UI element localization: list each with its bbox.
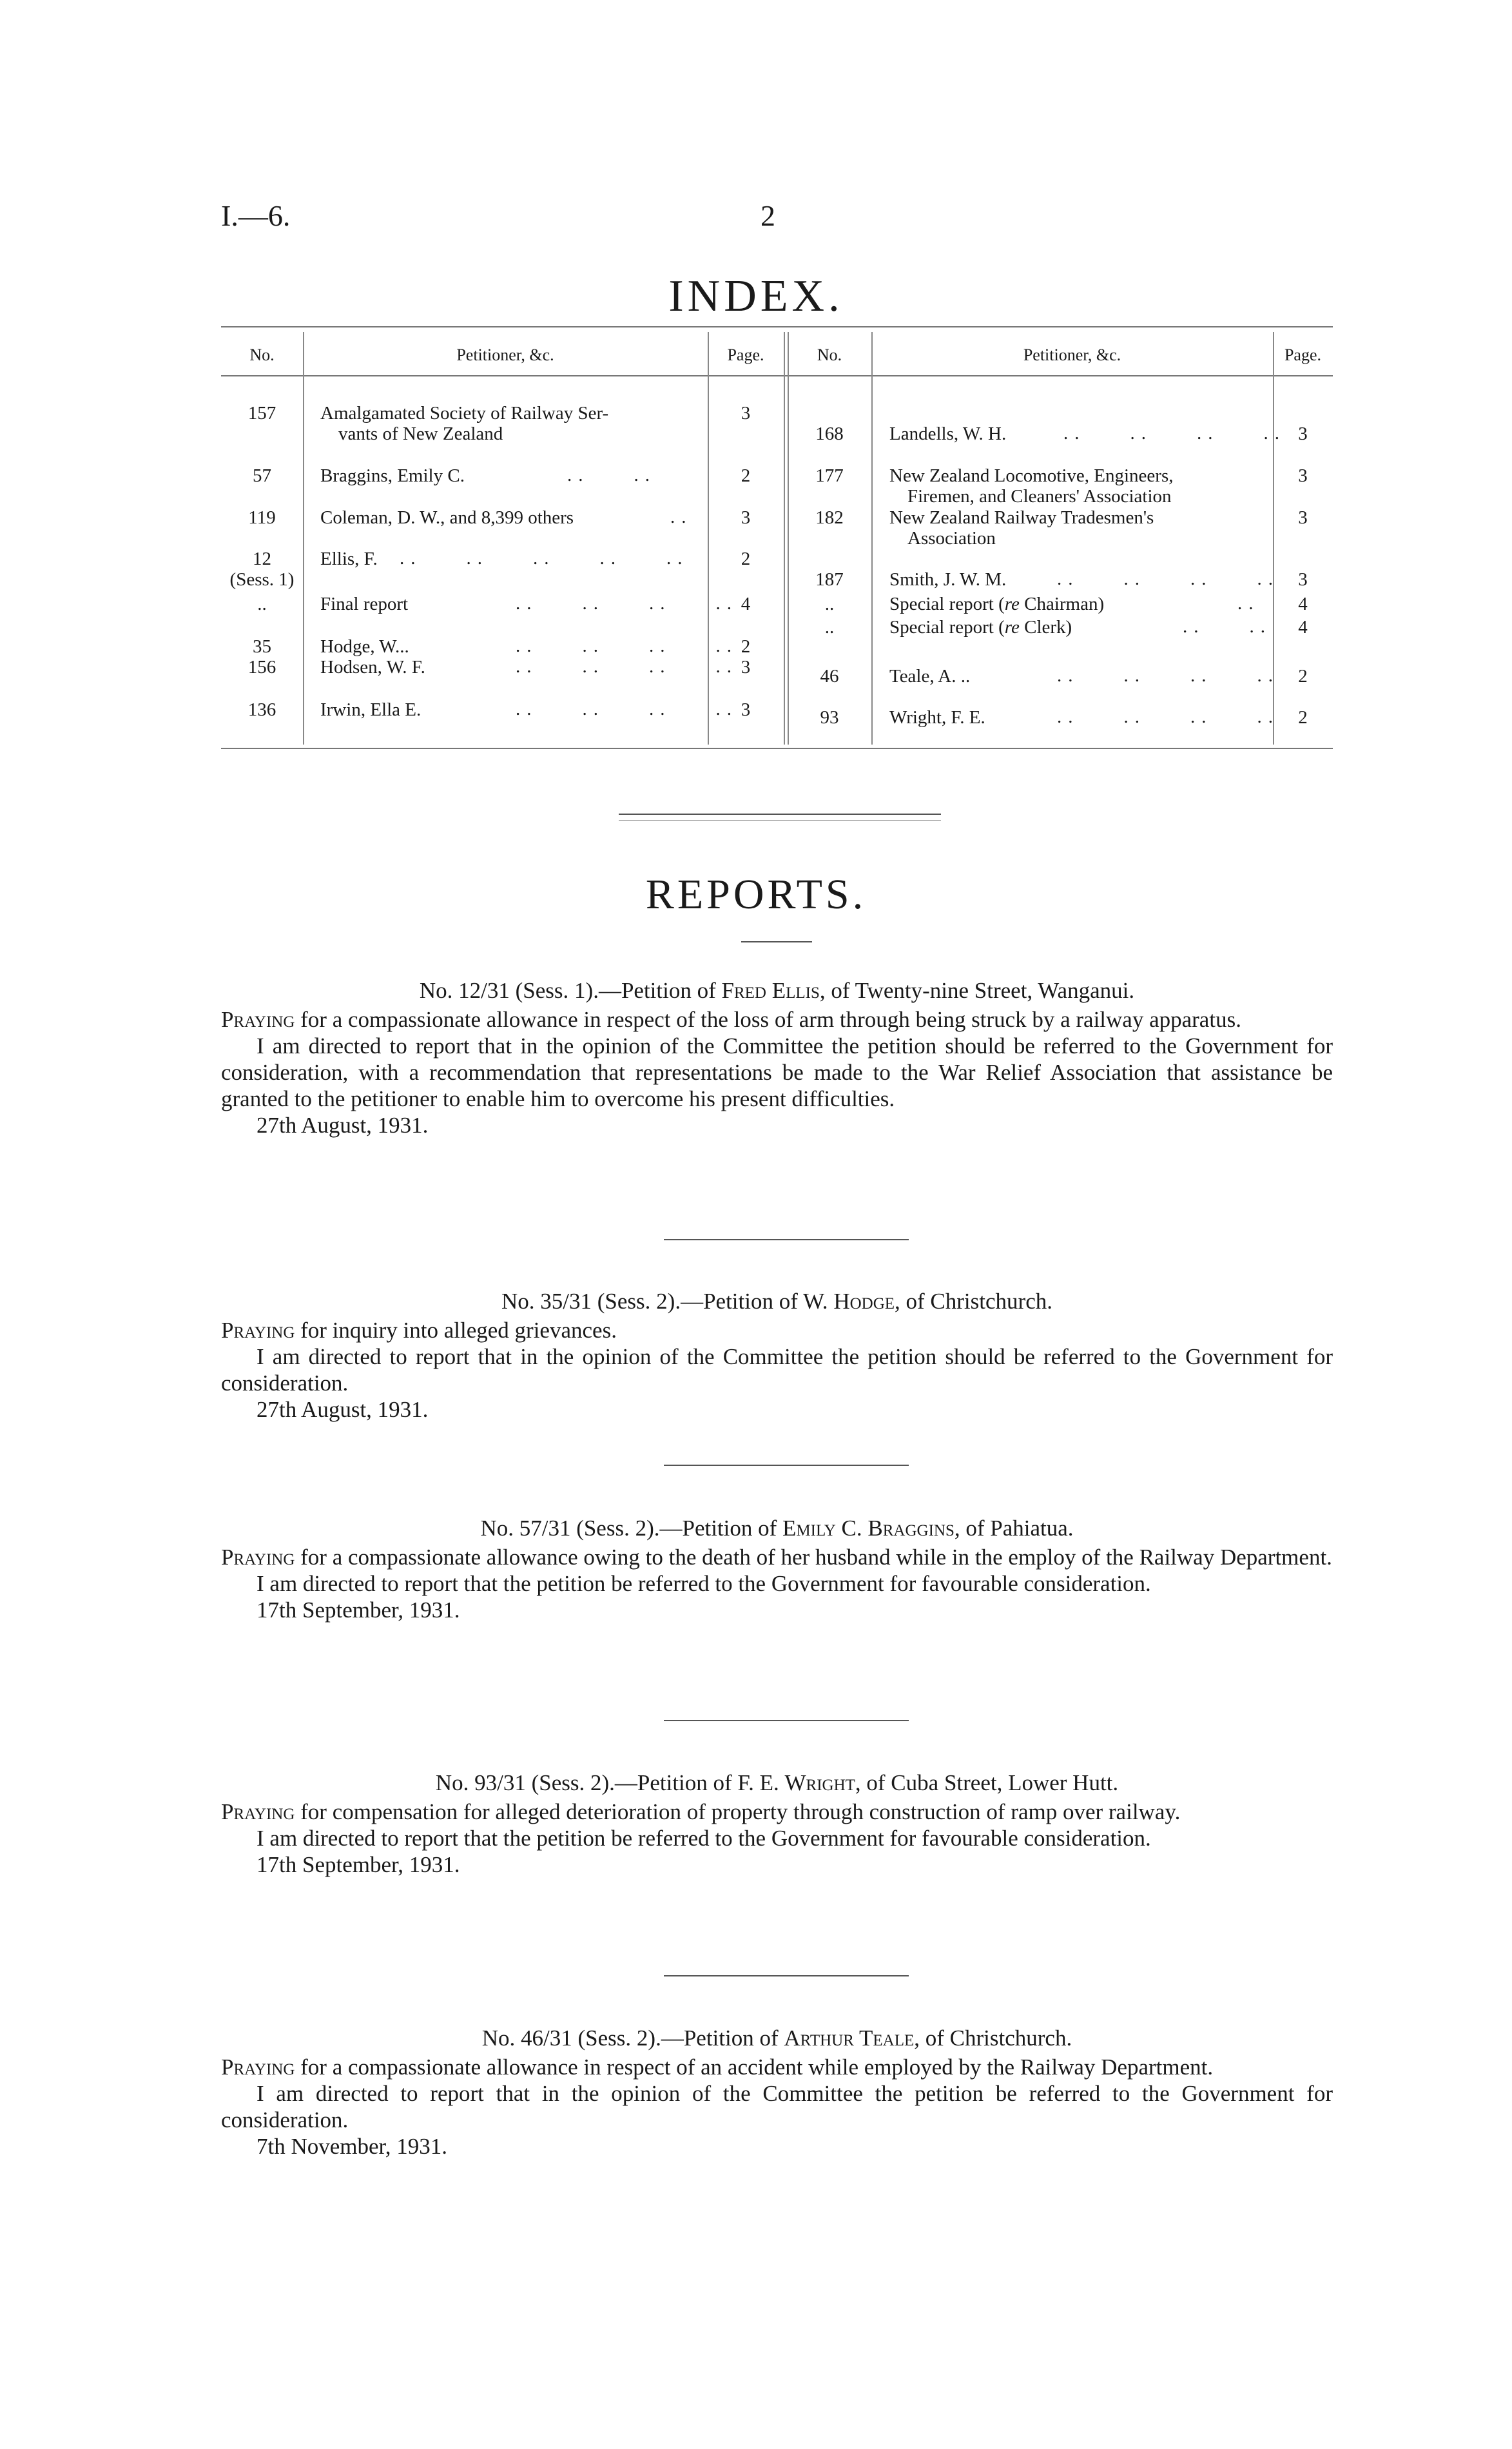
row-petitioner: Hodge, W... — [320, 636, 409, 657]
row-petitioner: New Zealand Locomotive, Engineers, — [889, 465, 1174, 486]
report-praying: Praying for compensation for alleged deterioration of property through construction of ramp over railway. — [221, 1799, 1181, 1824]
row-petitioner: Teale, A. .. — [889, 666, 971, 687]
row-no: .. — [824, 594, 835, 614]
report-divider — [664, 1465, 909, 1466]
row-petitioner: Special report (re Chairman) — [889, 594, 1105, 614]
col-header-page: Page. — [727, 346, 764, 364]
leader-dots: .. .. .. .. .. — [400, 548, 689, 569]
report-date: 27th August, 1931. — [257, 1397, 429, 1422]
row-page: 2 — [741, 636, 751, 657]
row-no: 57 — [253, 465, 271, 486]
report-date: 7th November, 1931. — [257, 2134, 448, 2159]
leader-dots: .. — [670, 507, 693, 527]
row-page: 4 — [741, 594, 751, 614]
row-page: 3 — [1298, 424, 1308, 444]
section-divider — [619, 814, 941, 815]
row-no: 156 — [247, 657, 276, 678]
row-no: .. — [824, 617, 835, 638]
leader-dots: .. .. .. .. — [1057, 707, 1279, 727]
row-page: 3 — [741, 657, 751, 678]
table-bottom-rule — [221, 748, 1333, 749]
table-header-rule — [221, 375, 1333, 376]
row-no: 187 — [815, 569, 844, 590]
page-number: 2 — [761, 199, 775, 232]
col-divider — [871, 332, 873, 745]
row-petitioner: Coleman, D. W., and 8,399 others — [320, 507, 574, 528]
row-petitioner: New Zealand Railway Tradesmen's — [889, 507, 1154, 528]
leader-dots: .. .. — [1183, 616, 1272, 637]
report-body: I am directed to report that the petition be referred to the Government for favourable consideration. — [257, 1571, 1151, 1596]
col-header-no: No. — [817, 346, 842, 364]
report-body: I am directed to report that in the opinion of the Committee the petition be referred to the Government for consideration. — [221, 2081, 1333, 2132]
row-petitioner: Smith, J. W. M. — [889, 569, 1007, 590]
report-date: 17th September, 1931. — [257, 1597, 460, 1623]
report-praying: Praying for inquiry into alleged grievances. — [221, 1318, 617, 1343]
leader-dots: .. .. .. .. — [516, 656, 738, 677]
report-heading: No. 46/31 (Sess. 2).—Petition of Arthur Teale, of Christchurch. — [481, 2025, 1072, 2051]
row-petitioner: Wright, F. E. — [889, 707, 985, 728]
reports-title: REPORTS. — [645, 871, 867, 918]
col-header-page: Page. — [1284, 346, 1322, 364]
report-body: I am directed to report that in the opinion of the Committee the petition should be referred to the Government for consideration. — [221, 1344, 1333, 1396]
report-praying: Praying for a compassionate allowance owing to the death of her husband while in the employ of the Railway Department. — [221, 1545, 1332, 1570]
row-petitioner: Firemen, and Cleaners' Association — [907, 486, 1172, 507]
row-no: 35 — [253, 636, 271, 657]
row-page: 2 — [1298, 666, 1308, 687]
report-entry — [221, 1288, 1333, 1423]
row-petitioner: Braggins, Emily C. — [320, 465, 465, 486]
report-entry — [221, 1515, 1333, 1623]
report-divider — [664, 1720, 909, 1721]
section-divider — [619, 820, 941, 821]
row-no-session: (Sess. 1) — [229, 569, 295, 590]
row-no: 182 — [815, 507, 844, 528]
report-entry — [221, 2025, 1333, 2160]
leader-dots: .. .. .. .. — [1063, 423, 1286, 444]
leader-dots: .. .. — [567, 465, 656, 485]
table-top-rule — [221, 326, 1333, 327]
row-page: 3 — [1298, 507, 1308, 528]
leader-dots: .. .. .. .. — [516, 699, 738, 719]
report-entry — [221, 977, 1333, 1138]
row-no: 12 — [253, 549, 271, 569]
report-date: 17th September, 1931. — [257, 1852, 460, 1877]
row-page: 4 — [1298, 617, 1308, 638]
report-body: I am directed to report that the petition be referred to the Government for favourable consideration. — [257, 1826, 1151, 1851]
row-page: 3 — [741, 507, 751, 528]
report-heading: No. 35/31 (Sess. 2).—Petition of W. Hodge, of Christchurch. — [501, 1289, 1052, 1314]
row-no: 119 — [248, 507, 276, 528]
report-praying: Praying for a compassionate allowance in respect of an accident while employed by the Railway Department. — [221, 2054, 1214, 2080]
report-date: 27th August, 1931. — [257, 1113, 429, 1138]
row-page: 3 — [1298, 465, 1308, 486]
col-divider — [708, 332, 709, 745]
report-divider — [664, 1975, 909, 1976]
row-petitioner: Hodsen, W. F. — [320, 657, 425, 678]
row-no: 46 — [820, 666, 839, 687]
title-underline — [741, 941, 812, 942]
row-no: .. — [257, 594, 267, 614]
row-page: 4 — [1298, 594, 1308, 614]
row-petitioner: Irwin, Ella E. — [320, 699, 422, 720]
row-petitioner: Final report — [320, 594, 409, 614]
row-petitioner: Landells, W. H. — [889, 424, 1007, 444]
row-no: 157 — [247, 403, 276, 424]
leader-dots: .. .. .. .. — [1057, 665, 1279, 686]
col-divider — [784, 332, 785, 745]
leader-dots: .. .. .. .. — [1057, 569, 1279, 589]
row-page: 3 — [741, 699, 751, 720]
leader-dots: .. .. .. .. — [516, 593, 738, 614]
leader-dots: .. — [1237, 593, 1260, 614]
document-reference: I.—6. — [221, 199, 291, 232]
row-page: 3 — [1298, 569, 1308, 590]
index-title: INDEX. — [668, 271, 844, 321]
report-heading: No. 93/31 (Sess. 2).—Petition of F. E. Wright, of Cuba Street, Lower Hutt. — [435, 1770, 1119, 1795]
report-heading: No. 57/31 (Sess. 2).—Petition of Emily C. Braggins, of Pahiatua. — [480, 1516, 1074, 1541]
report-entry — [221, 1770, 1333, 1878]
col-divider — [303, 332, 304, 745]
report-heading: No. 12/31 (Sess. 1).—Petition of Fred Ellis, of Twenty-nine Street, Wanganui. — [419, 978, 1135, 1003]
report-body: I am directed to report that in the opinion of the Committee the petition should be referred to the Government for consideration, with a recommendation that representations be made to the War Relief Association that assistance be granted to the petitioner to enable him to overcome his present difficulties. — [221, 1033, 1333, 1111]
row-no: 177 — [815, 465, 844, 486]
row-page: 2 — [741, 549, 751, 569]
row-petitioner: vants of New Zealand — [338, 424, 503, 444]
row-page: 2 — [741, 465, 751, 486]
row-no: 93 — [820, 707, 839, 728]
col-header-petitioner: Petitioner, &c. — [1023, 346, 1121, 364]
report-praying: Praying for a compassionate allowance in respect of the loss of arm through being struck by a railway apparatus. — [221, 1007, 1241, 1032]
row-no: 136 — [247, 699, 276, 720]
row-page: 3 — [741, 403, 751, 424]
report-divider — [664, 1239, 909, 1240]
leader-dots: .. .. .. .. — [516, 636, 738, 656]
row-petitioner: Association — [907, 528, 996, 549]
row-petitioner: Ellis, F. — [320, 549, 378, 569]
col-header-petitioner: Petitioner, &c. — [456, 346, 554, 364]
row-petitioner: Special report (re Clerk) — [889, 617, 1072, 638]
col-header-no: No. — [249, 346, 275, 364]
row-no: 168 — [815, 424, 844, 444]
row-petitioner: Amalgamated Society of Railway Ser- — [320, 403, 609, 424]
row-page: 2 — [1298, 707, 1308, 728]
